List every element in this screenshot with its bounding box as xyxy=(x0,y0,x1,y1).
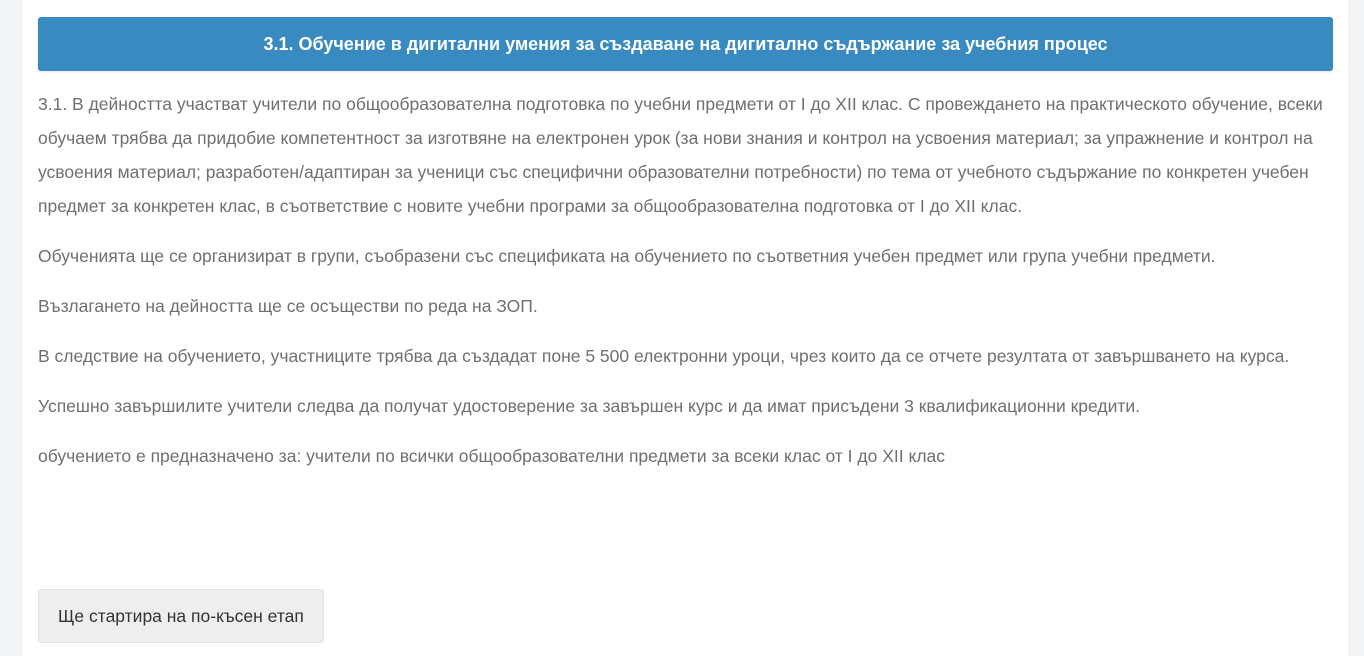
description-paragraph-3: Възлагането на дейността ще се осъществи по реда на ЗОП. xyxy=(38,296,538,316)
description-paragraph-6: обучението е предназначено за: учители по всички общообразователни предмети за всеки клас от I до XII клас xyxy=(38,446,946,466)
description-paragraph-4: В следствие на обучението, участниците трябва да създадат поне 5 500 електронни уроци, чрез които да се отчете резултата от завършването на курса. xyxy=(38,346,1290,366)
card-body xyxy=(38,87,1333,489)
description-paragraph-5: Успешно завършилите учители следва да получат удостоверение за завършен курс и да имат присъдени 3 квалификационни кредити. xyxy=(38,396,1141,416)
description-paragraph-1: 3.1. В дейността участват учители по общообразователна подготовка по учебни предмети от I до XII клас. С провеждането на практическото обучение, всеки обучаем трябва да придобие компетентност за изготвяне на електронен урок (за нови знания и контрол на усвоения материал; за упражнение и контрол на усвоения материал; разработен/адаптиран за ученици със специфични образователни потребности) по тема от учебното съдържание по конкретен учебен предмет за конкретен клас, в съответствие с новите учебни програми за общообразователна подготовка от I до XII клас. xyxy=(38,94,1323,216)
card-title: 3.1. Обучение в дигитални умения за създаване на дигитално съдържание за учебния процес xyxy=(38,17,1333,71)
training-card xyxy=(23,0,1348,656)
status-button[interactable]: Ще стартира на по-късен етап xyxy=(38,589,324,643)
description-paragraph-2: Обученията ще се организират в групи, съобразени със спецификата на обучението по съответния учебен предмет или група учебни предмети. xyxy=(38,246,1216,266)
